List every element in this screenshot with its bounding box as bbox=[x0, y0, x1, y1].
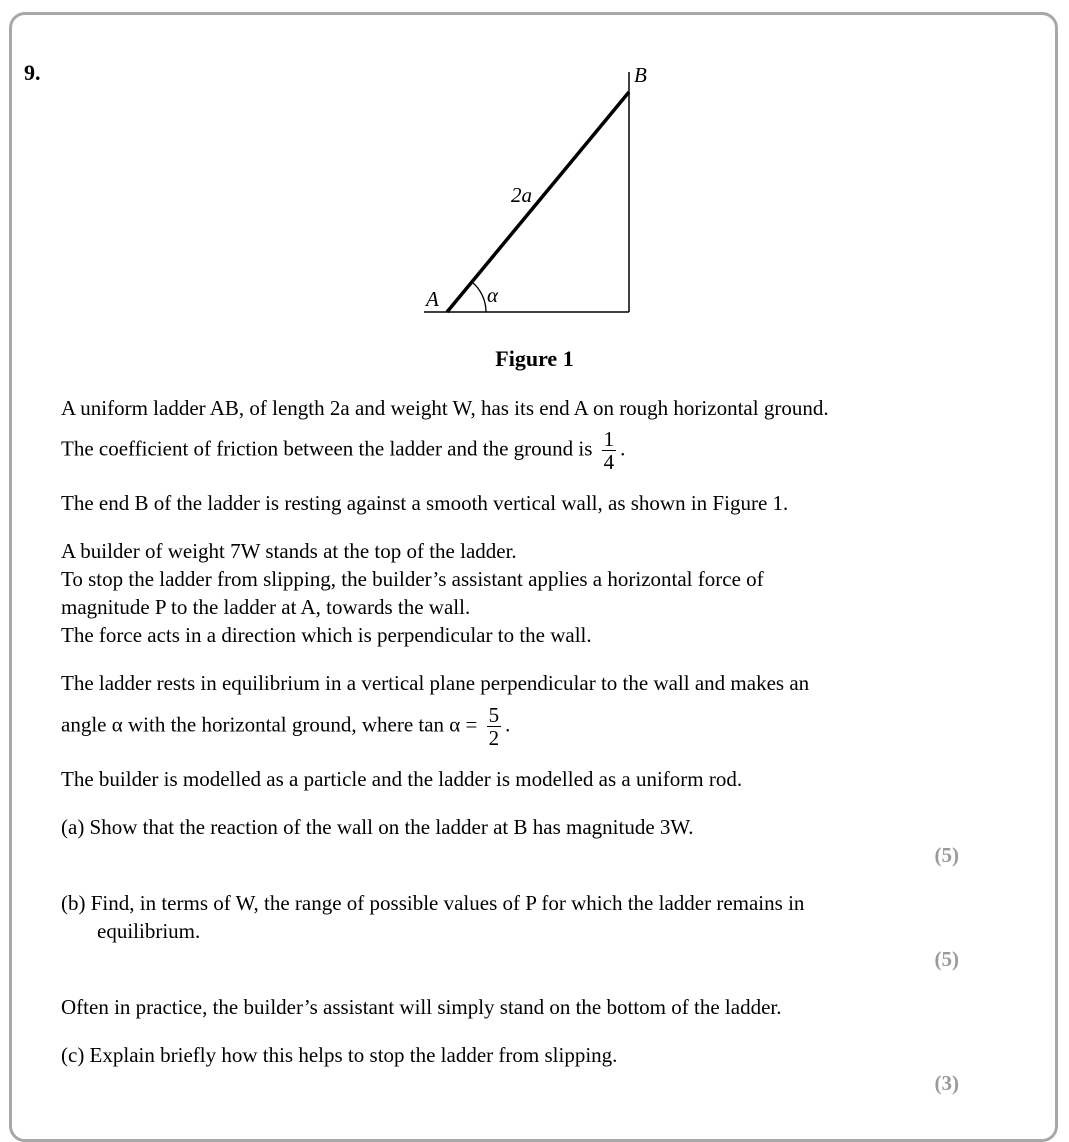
mark-c: (3) bbox=[934, 1071, 959, 1095]
label-a: A bbox=[426, 287, 439, 311]
text-line-5: To stop the ladder from slipping, the builder’s assistant applies a horizontal force of bbox=[61, 567, 764, 591]
label-length: 2a bbox=[511, 183, 532, 207]
part-c: (c) Explain briefly how this helps to stop the ladder from slipping. bbox=[61, 1043, 618, 1067]
figure-caption: Figure 1 bbox=[495, 346, 574, 371]
angle-arc bbox=[472, 282, 486, 312]
ladder-figure bbox=[420, 60, 660, 320]
text-line-9 bbox=[61, 704, 510, 749]
text-line-1: A uniform ladder AB, of length 2a and weight W, has its end A on rough horizontal ground. bbox=[61, 396, 829, 420]
label-b: B bbox=[634, 63, 647, 87]
text-line-3: The end B of the ladder is resting against a smooth vertical wall, as shown in Figure 1. bbox=[61, 491, 789, 515]
ladder-line bbox=[447, 92, 629, 312]
mark-b: (5) bbox=[934, 947, 959, 971]
part-b-line-2: equilibrium. bbox=[97, 919, 201, 943]
text-line-8: The ladder rests in equilibrium in a vertical plane perpendicular to the wall and makes an bbox=[61, 671, 810, 695]
part-b-line-1: (b) Find, in terms of W, the range of possible values of P for which the ladder remains in bbox=[61, 891, 805, 915]
fraction-denominator: 4 bbox=[603, 450, 615, 474]
text-line-4: A builder of weight 7W stands at the top of the ladder. bbox=[61, 539, 517, 563]
fraction-numerator: 5 bbox=[488, 703, 500, 727]
text-line-2-after: . bbox=[620, 436, 626, 461]
text-line-2 bbox=[61, 428, 625, 473]
text-line-10: The builder is modelled as a particle and the ladder is modelled as a uniform rod. bbox=[61, 767, 743, 791]
text-line-2-before: The coefficient of friction between the ladder and the ground is bbox=[61, 436, 593, 461]
mark-a: (5) bbox=[934, 843, 959, 867]
text-line-11: Often in practice, the builder’s assistant will simply stand on the bottom of the ladder. bbox=[61, 995, 782, 1019]
part-a: (a) Show that the reaction of the wall on the ladder at B has magnitude 3W. bbox=[61, 815, 694, 839]
fraction-one-quarter bbox=[602, 428, 617, 473]
text-line-9-before: angle α with the horizontal ground, where tan α = bbox=[61, 712, 478, 737]
fraction-denominator: 2 bbox=[488, 726, 500, 750]
fraction-numerator: 1 bbox=[603, 427, 615, 451]
question-number: 9. bbox=[24, 60, 41, 85]
text-line-9-after: . bbox=[505, 712, 511, 737]
text-line-7: The force acts in a direction which is perpendicular to the wall. bbox=[61, 623, 592, 647]
fraction-five-halves bbox=[487, 704, 502, 749]
text-line-6: magnitude P to the ladder at A, towards the wall. bbox=[61, 595, 471, 619]
label-angle: α bbox=[487, 283, 499, 307]
